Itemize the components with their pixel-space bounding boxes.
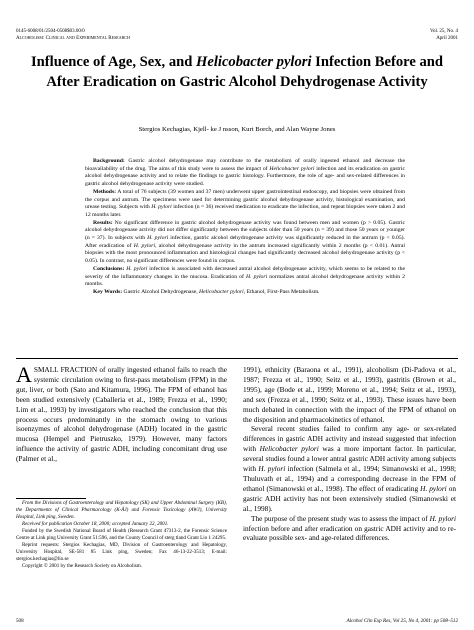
title-italic: Helicobacter pylori [196, 54, 312, 70]
body-column-left [16, 362, 228, 464]
title-part1: Influence of Age, Sex, and [31, 54, 196, 70]
title-part2: Infection Before and After Eradication on Gastric Alcohol Dehydrogenase Activity [46, 54, 443, 90]
abstract-background: Background: Gastric alcohol dehydrogenase may contribute to the metabolism of orally ingested ethanol and decrease the bioavailability of the drug. The aims of this study were to assess the impact of Helicobacter pylori infection and its eradication on gastric alcohol dehydrogenase activity and to relate the findings to gastric histology. Furthermore, the role of age- and sex-related differences in gastric alcohol dehydrogenase activity were studied. [85, 158, 405, 188]
abstract-methods: Methods: A total of 76 subjects (39 women and 37 men) underwent upper gastrointestinal endoscopy, and biopsies were obtained from the corpus and antrum. The specimens were used for determining gastric alcohol dehydrogenase activity, histological examination, and urease testing. Subjects with H. pylori infection (n = 36) received medication to eradicate the infection, and repeat biopsies were taken 2 and 12 months later. [85, 188, 405, 218]
abstract-conclusions: Conclusions: H. pylori infection is associated with decreased antral alcohol dehydrogenase activity, which seems to be related to the severity of the inflammatory changes in the mucosa. Eradication of H. pylori normalizes antral alcohol dehydrogenase activity within 2 months. [85, 265, 405, 288]
author-list: Stergios Kechagias, Kjell- ke J nsson, Kurt Borch, and Alan Wayne Jones [138, 126, 336, 133]
right-paragraph-1: 1991), ethnicity (Baraona et al., 1991), alcoholism (Di-Padova et al., 1987; Frezza et al., 1990; Seitz et al., 1993), gastritis (Brown et al., 1995), age (Bode et al., 1999; Moreno et al., 1994; Seitz et al., 1993), and sex (Frezza et al., 1990; Seitz et al., 1993). These issues have been much debated in connection with the impact of the FPM of ethanol on the disposition and pharmacokinetics of ethanol. [243, 365, 456, 424]
footnote-received: Received for publication October 18, 2000; accepted January 22, 2001. [22, 521, 169, 527]
footnotes [16, 500, 227, 570]
header-journal: Alcoholism: Clinical and Experimental Research [16, 35, 130, 41]
body-column-right [243, 365, 456, 543]
drop-cap: A [16, 362, 32, 387]
header-left [16, 29, 130, 42]
intro-paragraph: ASMALL FRACTION of orally ingested ethanol fails to reach the systemic circulation owing to first-pass metabolism (FPM) in the gut, liver, or both (Sato and Kitamura, 1996). The FPM of ethanol has been studied extensively (Caballeria et al., 1989; Frezza et al., 1990; Lim et al., 1993) by investigators who reached the conclusion that this process occurs predominantly in the stomach owing to various isoenzymes of alcohol dehydrogenase (ADH) located in the gastric mucosa (Hempel and Pietruszko, 1979). However, many factors influence the activity of gastric ADH, including concomitant drug use (Palmer et al., [16, 362, 228, 464]
abstract [85, 158, 405, 297]
right-paragraph-2: Several recent studies failed to confirm any age- or sex-related differences in gastric ADH activity and instead suggested that infection with Helicobacter pylori was a more important factor. In particular, several studies found a lower antral gastric ADH activity among subjects with H. pylori infection (Salmela et al., 1994; Simanowski et al., 1998; Thuluvath et al., 1994) and a corresponding decrease in the FPM of ethanol (Simanowski et al., 1998). The effect of eradicating H. pylori on gastric ADH activity has not been extensively studied (Simanowski et al., 1998). [243, 424, 457, 513]
abstract-results: Results: No significant difference in gastric alcohol dehydrogenase activity was found between men and women (p > 0.05). Gastric alcohol dehydrogenase activity did not differ significantly between the subjects older than 50 years (n = 39) and those 50 years or younger (n = 37). In subjects with H. pylori infection, gastric alcohol dehydrogenase activity was significantly reduced in the antrum (p < 0.05). After eradication of H. pylori, alcohol dehydrogenase activity in the antrum increased significantly within 2 months (p < 0.01). Antral biopsies with the most pronounced inflammation and histological changes had significantly decreased alcohol dehydrogenase activity (p < 0.05). In contrast, no significant differences were found in corpus. [85, 219, 405, 265]
footnote-affiliation: From the Divisions of Gastroenterology and Hepatology (SK) and Upper Abdominal Surgery (KB), the Departments of Clinical Pharmacology (K-ÅJ) and Forensic Toxicology (AWJ), University Hospital, Link ping, Sweden. [16, 500, 227, 520]
footnote-copyright: Copyright © 2001 by the Research Society on Alcoholism. [22, 563, 143, 569]
right-paragraph-3: The purpose of the present study was to assess the impact of H. pylori infection before and after eradication on gastric ADH activity and to re-evaluate possible sex- and age-related differences. [243, 513, 456, 543]
footnote-divider [16, 498, 86, 499]
header-volume: Vol. 25, No. 4 [430, 29, 458, 34]
header-right [430, 29, 458, 42]
abstract-keywords: Key Words: Gastric Alcohol Dehydrogenase, Helicobacter pylori, Ethanol, First-Pass Metabolism. [93, 288, 320, 295]
footnote-reprint: Reprint requests: Stergios Kechagias, MD, Division of Gastroenterology and Hepatology, University Hospital, SE-581 85 Link ping, Sweden; Fax 46-13-22-3513; E-mail: stergios.kechagias@lio.se [16, 542, 227, 562]
header-doi: 0145-6008/01/2504-0508$03.00/0 [16, 29, 85, 34]
header-date: April 2001 [436, 35, 458, 41]
journal-citation: Alcohol Clin Exp Res, Vol 25, No 4, 2001: pp 508–512 [346, 618, 458, 624]
footnote-funding: Funded by the Swedish National Board of Health (Research Grant 47313-2, the Forensic Science Centre at Link ping University Grant 51:596, and the County Council of sterg tland Grant Lio 1 24295. [16, 528, 227, 541]
article-title [20, 52, 454, 92]
page-number: 508 [16, 618, 24, 624]
abstract-divider [16, 358, 458, 359]
